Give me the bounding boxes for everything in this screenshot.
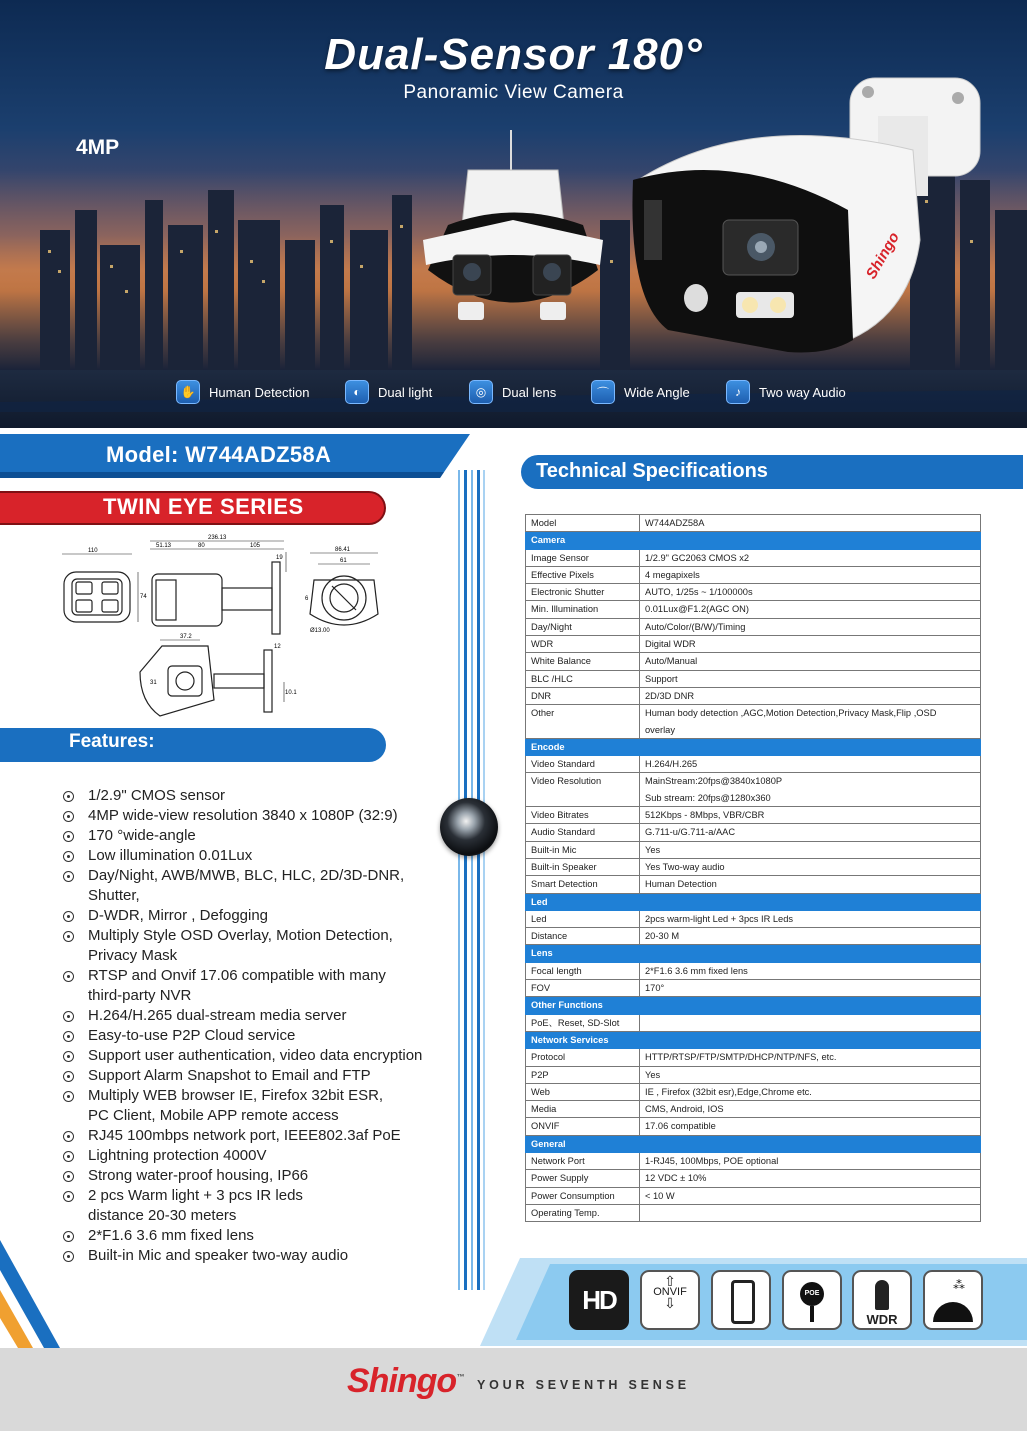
spec-row bbox=[526, 962, 981, 979]
spec-value: CMS, Android, IOS bbox=[640, 1101, 981, 1118]
spec-value: 12 VDC ± 10% bbox=[640, 1170, 981, 1187]
dim-top-b: 12 bbox=[274, 644, 281, 650]
spec-key: Media bbox=[526, 1101, 640, 1118]
spec-row bbox=[526, 1049, 981, 1066]
spec-key: Video Standard bbox=[526, 756, 640, 773]
dim-top-a: 37.2 bbox=[180, 634, 192, 640]
hero-subtitle: Panoramic View Camera bbox=[403, 82, 624, 103]
spec-value: Human body detection ,AGC,Motion Detection,Privacy Mask,Flip ,OSD overlay bbox=[640, 705, 981, 739]
spec-row bbox=[526, 584, 981, 601]
feature-item: RJ45 100mbps network port, IEEE802.3af PoE bbox=[62, 1126, 462, 1146]
feature-item: 4MP wide-view resolution 3840 x 1080P (32:9) bbox=[62, 806, 462, 826]
feature-item: Multiply Style OSD Overlay, Motion Detection, Privacy Mask bbox=[62, 926, 462, 966]
feature-item: Multiply WEB browser IE, Firefox 32bit ESR, PC Client, Mobile APP remote access bbox=[62, 1086, 462, 1126]
feature-item: 1/2.9" CMOS sensor bbox=[62, 786, 462, 806]
spec-value: IE , Firefox (32bit esr),Edge,Chrome etc. bbox=[640, 1083, 981, 1100]
spec-row bbox=[526, 670, 981, 687]
dual-light-icon: ◐ bbox=[345, 380, 369, 404]
dim-side-b: 80 bbox=[198, 543, 205, 549]
hero-feature-label: Human Detection bbox=[209, 384, 310, 400]
dim-front-height: 74 bbox=[140, 594, 147, 600]
spec-value: Digital WDR bbox=[640, 636, 981, 653]
side-view-drawing bbox=[150, 541, 286, 634]
spec-key: ONVIF bbox=[526, 1118, 640, 1135]
feature-item: Strong water-proof housing, IP66 bbox=[62, 1166, 462, 1186]
spec-row bbox=[526, 841, 981, 858]
spec-section-row: General bbox=[526, 1135, 981, 1152]
spec-value: 2*F1.6 3.6 mm fixed lens bbox=[640, 962, 981, 979]
wide-angle-icon: ⌒ bbox=[591, 380, 615, 404]
hero-feature-label: Dual light bbox=[378, 384, 433, 400]
spec-value: 1/2.9" GC2063 CMOS x2 bbox=[640, 549, 981, 566]
spec-row bbox=[526, 1204, 981, 1221]
dim-mount-width: 86.41 bbox=[335, 547, 351, 553]
spec-row bbox=[526, 705, 981, 739]
spec-key: Web bbox=[526, 1083, 640, 1100]
waterproof-icon: ⁂ bbox=[923, 1270, 983, 1330]
spec-value: AUTO, 1/25s ~ 1/100000s bbox=[640, 584, 981, 601]
feature-item: 170 °wide-angle bbox=[62, 826, 462, 846]
dim-top-d: 10.1 bbox=[285, 690, 297, 696]
spec-key: Electronic Shutter bbox=[526, 584, 640, 601]
spec-row bbox=[526, 1170, 981, 1187]
spec-row bbox=[526, 566, 981, 583]
spec-value: Auto/Manual bbox=[640, 653, 981, 670]
spec-value: 170° bbox=[640, 980, 981, 997]
spec-row bbox=[526, 910, 981, 927]
spec-key: Network Port bbox=[526, 1152, 640, 1169]
spec-value: H.264/H.265 bbox=[640, 756, 981, 773]
spec-row bbox=[526, 1118, 981, 1135]
feature-item: Easy-to-use P2P Cloud service bbox=[62, 1026, 462, 1046]
panoramic-camera-small-image bbox=[418, 130, 608, 350]
hero-feature-label: Wide Angle bbox=[624, 384, 690, 400]
spec-key: Model bbox=[526, 515, 640, 532]
dim-side-a: 51.13 bbox=[156, 543, 172, 549]
resolution-badge: 4MP bbox=[76, 136, 120, 159]
spec-value: 4 megapixels bbox=[640, 566, 981, 583]
spec-row bbox=[526, 1187, 981, 1204]
spec-key: Audio Standard bbox=[526, 824, 640, 841]
human-detection-icon: ✋ bbox=[176, 380, 200, 404]
spec-value bbox=[640, 1204, 981, 1221]
spec-section-row: Encode bbox=[526, 738, 981, 755]
spec-key: WDR bbox=[526, 636, 640, 653]
spec-key: Operating Temp. bbox=[526, 1204, 640, 1221]
wdr-label: WDR bbox=[866, 1312, 898, 1327]
camera-lens-decoration bbox=[440, 798, 498, 856]
spec-row bbox=[526, 549, 981, 566]
hero-feature-dual-lens bbox=[469, 380, 556, 404]
dim-mount-inner: 61 bbox=[340, 558, 347, 564]
feature-item: D-WDR, Mirror , Defogging bbox=[62, 906, 462, 926]
vertical-divider-lines bbox=[454, 470, 488, 1290]
hd-label: HD bbox=[582, 1285, 616, 1315]
spec-row bbox=[526, 636, 981, 653]
front-view-drawing bbox=[62, 554, 138, 622]
feature-item: H.264/H.265 dual-stream media server bbox=[62, 1006, 462, 1026]
onvif-label: ONVIF bbox=[653, 1286, 687, 1298]
hero-feature-two-way-audio bbox=[726, 380, 846, 404]
spec-key: Effective Pixels bbox=[526, 566, 640, 583]
spec-row bbox=[526, 1152, 981, 1169]
spec-key: Video Resolution bbox=[526, 773, 640, 807]
spec-row bbox=[526, 824, 981, 841]
spec-value: < 10 W bbox=[640, 1187, 981, 1204]
spec-value: HTTP/RTSP/FTP/SMTP/DHCP/NTP/NFS, etc. bbox=[640, 1049, 981, 1066]
spec-key: Image Sensor bbox=[526, 549, 640, 566]
poe-plug-icon bbox=[782, 1270, 842, 1330]
dim-side-d: 19 bbox=[276, 555, 283, 561]
top-view-drawing bbox=[140, 640, 284, 716]
spec-section-row: Network Services bbox=[526, 1031, 981, 1048]
features-list bbox=[62, 786, 462, 1266]
feature-item: Built-in Mic and speaker two-way audio bbox=[62, 1246, 462, 1266]
spec-section-row: Led bbox=[526, 893, 981, 910]
two-way-audio-icon: ♪ bbox=[726, 380, 750, 404]
onvif-down-arrow-icon: ⇩ bbox=[664, 1295, 676, 1311]
onvif-icon bbox=[640, 1270, 700, 1330]
spec-row bbox=[526, 1083, 981, 1100]
spec-key: DNR bbox=[526, 687, 640, 704]
spec-row bbox=[526, 980, 981, 997]
spec-row bbox=[526, 687, 981, 704]
spec-key: Built-in Speaker bbox=[526, 858, 640, 875]
hero-title: Dual-Sensor 180° bbox=[324, 30, 703, 79]
features-heading-bar bbox=[0, 728, 386, 762]
features-heading: Features: bbox=[69, 731, 155, 752]
spec-key: Protocol bbox=[526, 1049, 640, 1066]
spec-row bbox=[526, 1014, 981, 1031]
spec-value: 512Kbps - 8Mbps, VBR/CBR bbox=[640, 807, 981, 824]
spec-value: MainStream:20fps@3840x1080P Sub stream: 20fps@1280x360 bbox=[640, 773, 981, 807]
dim-mount-side: 6 bbox=[305, 596, 309, 602]
spec-heading: Technical Specifications bbox=[536, 460, 768, 482]
spec-key: BLC /HLC bbox=[526, 670, 640, 687]
spec-key: FOV bbox=[526, 980, 640, 997]
model-label: Model: W744ADZ58A bbox=[106, 442, 332, 467]
spec-key: PoE、Reset, SD-Slot bbox=[526, 1014, 640, 1031]
poe-label: POE bbox=[800, 1282, 824, 1306]
dimension-drawings bbox=[52, 532, 392, 722]
feature-item: Support user authentication, video data encryption bbox=[62, 1046, 462, 1066]
spec-value: G.711-u/G.711-a/AAC bbox=[640, 824, 981, 841]
hero-feature-wide-angle bbox=[591, 380, 690, 404]
dim-mount-hole: Ø13.00 bbox=[310, 628, 330, 634]
spec-key: Led bbox=[526, 910, 640, 927]
feature-item: Lightning protection 4000V bbox=[62, 1146, 462, 1166]
spec-value: 2D/3D DNR bbox=[640, 687, 981, 704]
dim-front-width: 110 bbox=[88, 548, 98, 554]
spec-row bbox=[526, 756, 981, 773]
feature-item: Support Alarm Snapshot to Email and FTP bbox=[62, 1066, 462, 1086]
spec-value: 2pcs warm-light Led + 3pcs IR Leds bbox=[640, 910, 981, 927]
hero-feature-label: Dual lens bbox=[502, 384, 557, 400]
onvif-up-arrow-icon: ⇧ bbox=[664, 1273, 676, 1289]
spec-row bbox=[526, 653, 981, 670]
feature-item: Low illumination 0.01Lux bbox=[62, 846, 462, 866]
spec-key: Video Bitrates bbox=[526, 807, 640, 824]
spec-value: Yes bbox=[640, 1066, 981, 1083]
hero-feature-dual-light bbox=[345, 380, 432, 404]
spec-section-row: Other Functions bbox=[526, 997, 981, 1014]
footer-slogan: YOUR SEVENTH SENSE bbox=[477, 1378, 690, 1392]
dim-top-c: 31 bbox=[150, 680, 157, 686]
spec-value: Yes bbox=[640, 841, 981, 858]
spec-key: Focal length bbox=[526, 962, 640, 979]
spec-row bbox=[526, 807, 981, 824]
spec-key: Min. Illumination bbox=[526, 601, 640, 618]
dim-side-total: 236.13 bbox=[208, 535, 227, 541]
spec-row bbox=[526, 601, 981, 618]
spec-row bbox=[526, 618, 981, 635]
camera-brand-mark: Shingo bbox=[862, 229, 903, 282]
spec-key: Day/Night bbox=[526, 618, 640, 635]
spec-key: Other bbox=[526, 705, 640, 739]
wdr-icon bbox=[852, 1270, 912, 1330]
spec-section-row: Lens bbox=[526, 945, 981, 962]
spec-key: Built-in Mic bbox=[526, 841, 640, 858]
spec-value: 0.01Lux@F1.2(AGC ON) bbox=[640, 601, 981, 618]
spec-key: Smart Detection bbox=[526, 876, 640, 893]
spec-key: Power Consumption bbox=[526, 1187, 640, 1204]
spec-value: Human Detection bbox=[640, 876, 981, 893]
dual-lens-icon: ◎ bbox=[469, 380, 493, 404]
spec-value: 1-RJ45, 100Mbps, POE optional bbox=[640, 1152, 981, 1169]
feature-item: RTSP and Onvif 17.06 compatible with many third-party NVR bbox=[62, 966, 462, 1006]
spec-table bbox=[525, 514, 981, 1222]
spec-key: P2P bbox=[526, 1066, 640, 1083]
spec-value: 20-30 M bbox=[640, 928, 981, 945]
spec-key: Distance bbox=[526, 928, 640, 945]
hero-feature-label: Two way Audio bbox=[759, 384, 846, 400]
spec-row bbox=[526, 928, 981, 945]
hd-icon bbox=[569, 1270, 629, 1330]
spec-row bbox=[526, 876, 981, 893]
spec-row bbox=[526, 1066, 981, 1083]
spec-value: Support bbox=[640, 670, 981, 687]
hero-banner bbox=[0, 0, 1027, 428]
dim-side-c: 105 bbox=[250, 543, 261, 549]
spec-value: Auto/Color/(B/W)/Timing bbox=[640, 618, 981, 635]
feature-item: 2 pcs Warm light + 3 pcs IR leds distance 20-30 meters bbox=[62, 1186, 462, 1226]
panoramic-camera-large-image bbox=[628, 70, 1008, 370]
series-label: TWIN EYE SERIES bbox=[103, 494, 304, 519]
spec-key: Power Supply bbox=[526, 1170, 640, 1187]
spec-row bbox=[526, 858, 981, 875]
spec-row bbox=[526, 515, 981, 532]
feature-item: Day/Night, AWB/MWB, BLC, HLC, 2D/3D-DNR, Shutter, bbox=[62, 866, 462, 906]
footer-corner-stripes bbox=[0, 1240, 110, 1348]
spec-value: 17.06 compatible bbox=[640, 1118, 981, 1135]
spec-value bbox=[640, 1014, 981, 1031]
spec-value: Yes Two-way audio bbox=[640, 858, 981, 875]
mobile-phone-icon bbox=[711, 1270, 771, 1330]
spec-key: White Balance bbox=[526, 653, 640, 670]
hero-feature-human-detection bbox=[176, 380, 309, 404]
spec-row bbox=[526, 1101, 981, 1118]
spec-value: W744ADZ58A bbox=[640, 515, 981, 532]
feature-item: 2*F1.6 3.6 mm fixed lens bbox=[62, 1226, 462, 1246]
spec-section-row: Camera bbox=[526, 532, 981, 549]
footer-brand-logo: Shingo™ bbox=[347, 1362, 464, 1400]
spec-row bbox=[526, 773, 981, 807]
